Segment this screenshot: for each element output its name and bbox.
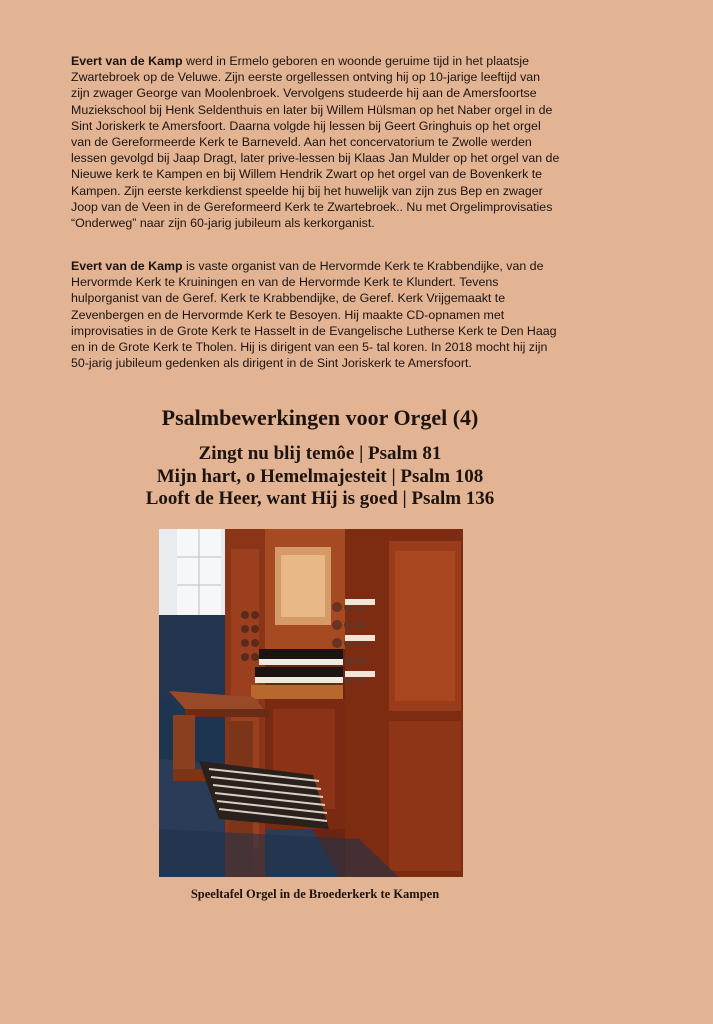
piece-item: Looft de Heer, want Hij is goed | Psalm 136 [145, 488, 495, 509]
piece-list [0, 443, 640, 511]
piece-item: Zingt nu blij temôe | Psalm 81 [198, 443, 442, 464]
biography-text-1: werd in Ermelo geboren en woonde geruime tijd in het plaatsje Zwartebroek op de Veluwe. Zijn eerste orgellessen ontving hij op 10-jarige leeftijd van zijn zwager George van Moolenbroek. Vervolgens studeerde hij aan de Amersfoortse Muziekschool bij Henk Seldenthuis en later bij Willem Hülsman op het Naber orgel in de Sint Joriskerk te Amersfoort. Daarna volgde hij lessen bij Geert Gringhuis op het orgel van de Gereformeerde Kerk te Barneveld. Aan het concervatorium te Zwolle werden lessen gevolgd bij Jaap Dragt, later prive-lessen bij Klaas Jan Mulder op het orgel van de Nieuwe kerk te Kampen en bij Willem Hendrik Zwart op het orgel van de Bovenkerk te Kampen. Zijn eerste kerkdienst speelde hij bij het huwelijk van zijn zus Bep en zwager Joop van de Veen in de Gereformeerd Kerk te Zwartebroek.. Nu met Orgelimprovisaties “Onderweg” naar zijn 60-jarig jubileum als kerkorganist. [71, 54, 560, 231]
biography-paragraph-2 [71, 258, 561, 371]
piece-item: Mijn hart, o Hemelmajesteit | Psalm 108 [156, 465, 484, 487]
biography-paragraph-1 [71, 53, 561, 231]
organ-console-photo [159, 529, 463, 877]
photo-caption: Speeltafel Orgel in de Broederkerk te Kampen [190, 887, 440, 901]
biography-text-2: is vaste organist van de Hervormde Kerk te Krabbendijke, van de Hervormde Kerk te Kruiningen en van de Hervormde Kerk te Klundert. Tevens hulporganist van de Geref. Kerk te Krabbendijke, de Geref. Kerk Vrijgemaakt te Zevenbergen en de Hervormde Kerk te Besoyen. Hij maakte CD-opnamen met improvisaties in de Grote Kerk te Hasselt in de Evangelische Lutherse Kerk te Den Haag en in de Grote Kerk te Tholen. Hij is dirigent van een 5- tal koren. In 2018 mocht hij zijn 50-jarig jubileum gedenken als dirigent in de Sint Joriskerk te Amersfoort. [71, 259, 557, 371]
organist-name: Evert van de Kamp [71, 54, 183, 68]
page-title: Psalmbewerkingen voor Orgel (4) [161, 405, 479, 430]
organist-name: Evert van de Kamp [71, 259, 183, 273]
